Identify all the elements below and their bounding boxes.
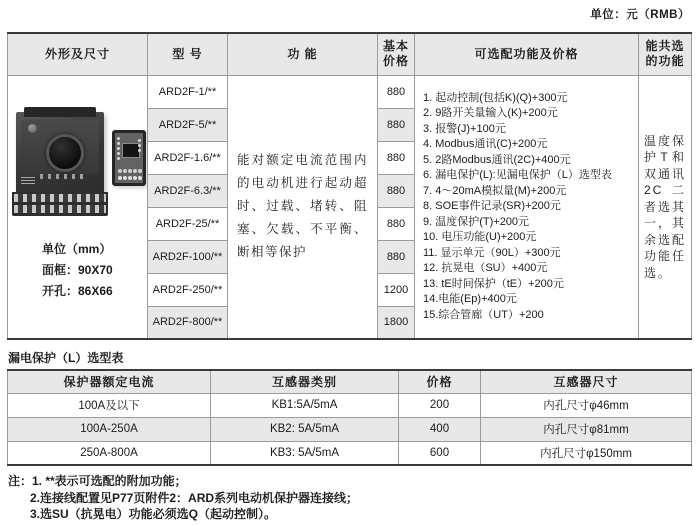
unit-label: 单位：元（RMB） [590, 9, 690, 21]
col-header-options: 可选配功能及价格 [415, 33, 639, 75]
table-row [8, 75, 692, 108]
device-terminals [12, 192, 108, 216]
rated-current-cell: 100A-250A [8, 417, 211, 441]
option-item: 2. 9路开关量输入(K)+200元 [423, 107, 558, 119]
model-cell: ARD2F-100/** [148, 240, 228, 273]
col-header-compat: 能共选的功能 [639, 33, 692, 75]
dimension-line: 面框：90X70 [42, 262, 113, 277]
compat-note: 温度保护T和双通讯2C二者选其一，其余选配功能任选。 [644, 133, 687, 280]
rated-current-cell: 100A及以下 [8, 393, 211, 417]
leakage-table-title: 漏电保护（L）选型表 [8, 351, 124, 365]
option-item: 5. 2路Modbus通讯(2C)+400元 [423, 153, 571, 166]
terminal-row [14, 194, 106, 202]
dimension-text [42, 239, 113, 302]
note-line: 注：1. **表示可选配的附加功能； [8, 474, 187, 488]
model-cell: ARD2F-1/** [148, 75, 228, 108]
col-header-base-price: 基本价格 [378, 33, 415, 75]
shape-dimensions-cell [8, 75, 148, 339]
price-cell: 880 [378, 240, 415, 273]
price-cell: 880 [378, 174, 415, 207]
ct-type-cell: KB2: 5A/5mA [211, 417, 399, 441]
col-header-function: 功 能 [228, 33, 378, 75]
display-leds-left [117, 137, 120, 140]
spec-table-header-row [8, 33, 692, 75]
option-item: 13. tE时间保护（tE）+200元 [423, 277, 564, 290]
rated-current-cell: 250A-800A [8, 441, 211, 465]
display-screen [122, 143, 140, 158]
price-cell: 600 [399, 441, 481, 465]
terminal-row [14, 205, 106, 213]
col-header-ct-size: 互感器尺寸 [481, 370, 692, 393]
option-item: 12. 抗晃电（SU）+400元 [423, 262, 548, 274]
device-logo [21, 176, 35, 184]
ct-type-cell: KB1:5A/5mA [211, 393, 399, 417]
ct-type-cell: KB3: 5A/5mA [211, 441, 399, 465]
option-item: 11. 显示单元（90L）+300元 [423, 246, 561, 259]
option-item: 7. 4～20mA模拟量(M)+200元 [423, 184, 567, 197]
price-cell: 880 [378, 75, 415, 108]
ct-size-cell: 内孔尺寸φ46mm [481, 393, 692, 417]
price-cell: 400 [399, 417, 481, 441]
model-cell: ARD2F-1.6/** [148, 141, 228, 174]
display-leds-right [138, 139, 141, 142]
price-cell: 880 [378, 141, 415, 174]
option-item: 8. SOE事件记录(SR)+200元 [423, 200, 561, 212]
function-description: 能对额定电流范围内的电动机进行起动超时、过载、堵转、阻塞、欠载、不平衡、断相等保护 [237, 153, 368, 260]
price-cell: 1800 [378, 306, 415, 339]
device-indicator [28, 124, 37, 133]
option-item: 4. Modbus通讯(C)+200元 [423, 138, 548, 150]
option-item: 3. 报警(J)+100元 [423, 122, 506, 135]
price-cell: 880 [378, 207, 415, 240]
model-cell: ARD2F-6.3/** [148, 174, 228, 207]
col-header-shape: 外形及尺寸 [8, 33, 148, 75]
model-cell: ARD2F-250/** [148, 273, 228, 306]
display-unit-image [112, 130, 146, 186]
price-cell: 880 [378, 108, 415, 141]
spec-price-table [7, 32, 692, 340]
col-header-price: 价格 [399, 370, 481, 393]
leakage-table-header-row [8, 370, 692, 393]
leakage-selection-table [7, 369, 692, 466]
option-item: 14.电能(Ep)+400元 [423, 293, 517, 305]
dimension-line: 开孔：86X66 [42, 283, 113, 298]
options-cell [415, 75, 639, 339]
protector-device-image [16, 112, 104, 194]
col-header-model: 型 号 [148, 33, 228, 75]
compat-cell [639, 75, 692, 339]
option-item: 6. 漏电保护(L):见漏电保护（L）选型表 [423, 169, 612, 181]
dimension-line: 单位（mm） [42, 241, 112, 256]
model-cell: ARD2F-25/** [148, 207, 228, 240]
table-row [8, 393, 692, 417]
option-item: 15.综合管廊（UT）+200 [423, 308, 544, 321]
display-buttons [118, 176, 122, 180]
function-cell [228, 75, 378, 339]
table-row [8, 417, 692, 441]
option-item: 9. 温度保护(T)+200元 [423, 215, 530, 228]
table-row [8, 441, 692, 465]
note-line: 3.选SU（抗晃电）功能必须选Q（起动控制）。 [30, 507, 277, 521]
model-cell: ARD2F-800/** [148, 306, 228, 339]
ct-size-cell: 内孔尺寸φ81mm [481, 417, 692, 441]
ct-size-cell: 内孔尺寸φ150mm [481, 441, 692, 465]
col-header-ct-type: 互感器类别 [211, 370, 399, 393]
device-lid [24, 107, 96, 117]
col-header-rated-current: 保护器额定电流 [8, 370, 211, 393]
option-item: 10. 电压功能(U)+200元 [423, 231, 537, 243]
price-cell: 200 [399, 393, 481, 417]
model-cell: ARD2F-5/** [148, 108, 228, 141]
device-markings [40, 174, 86, 179]
footnotes [8, 473, 358, 523]
option-item: 1. 起动控制(包括K)(Q)+300元 [423, 91, 568, 104]
price-cell: 1200 [378, 273, 415, 306]
product-photo [12, 104, 144, 222]
device-dial [46, 134, 84, 172]
note-line: 2.连接线配置见P77页附件2：ARD系列电动机保护器连接线； [30, 490, 359, 505]
